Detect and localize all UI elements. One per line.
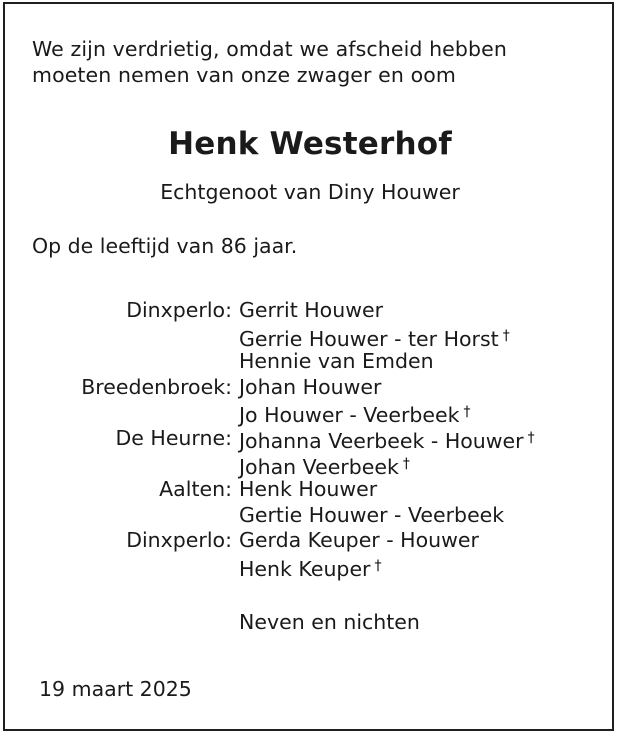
- relative-row: [0, 375, 620, 401]
- relative-person-name: Hennie van Emden: [239, 349, 434, 374]
- intro-line-2: moeten nemen van onze zwager en oom: [32, 63, 456, 87]
- relative-person: [239, 349, 434, 375]
- spouse-line: Echtgenoot van Diny Houwer: [160, 180, 460, 204]
- relative-person: [239, 426, 535, 455]
- deceased-cross-icon: †: [374, 557, 382, 574]
- relative-person-name: Gertie Houwer - Veerbeek: [239, 502, 505, 527]
- relative-person-name: Johan Veerbeek: [239, 454, 399, 479]
- relative-row: [0, 426, 620, 452]
- relative-row: [0, 349, 620, 375]
- relative-person-name: Gerrit Houwer: [239, 298, 384, 322]
- relative-person: [239, 528, 479, 554]
- relative-person: [239, 298, 383, 324]
- relative-row: [0, 324, 620, 350]
- relative-row: [0, 298, 620, 324]
- relative-person-name: Jo Houwer - Veerbeek: [239, 403, 460, 428]
- intro-text: [32, 36, 507, 88]
- deceased-name: Henk Westerhof: [168, 126, 452, 162]
- deceased-cross-icon: †: [463, 404, 471, 421]
- relative-person: [239, 452, 410, 481]
- relative-person-name: Gerrie Houwer - ter Horst: [239, 326, 499, 351]
- relative-person: [239, 477, 377, 503]
- relative-person-name: Henk Keuper: [239, 556, 371, 581]
- relative-row: [0, 503, 620, 529]
- relative-row: [0, 554, 620, 580]
- deceased-cross-icon: †: [527, 429, 535, 446]
- relative-place: Dinxperlo:: [126, 528, 232, 553]
- relative-person: [239, 324, 510, 353]
- cousins-line: Neven en nichten: [239, 610, 420, 634]
- age-line: Op de leeftijd van 86 jaar.: [32, 234, 298, 258]
- intro-line-1: We zijn verdrietig, omdat we afscheid hebben: [32, 37, 507, 61]
- relative-person-name: Henk Houwer: [239, 477, 378, 502]
- deceased-cross-icon: †: [502, 327, 510, 344]
- relative-person-name: Johan Houwer: [239, 374, 382, 399]
- relative-place: De Heurne:: [115, 425, 232, 450]
- deceased-cross-icon: †: [402, 455, 410, 472]
- relative-row: [0, 452, 620, 478]
- relative-person: [239, 503, 504, 529]
- relative-row: [0, 400, 620, 426]
- notice-date: 19 maart 2025: [39, 677, 192, 701]
- relative-row: [0, 528, 620, 554]
- relative-person: [239, 375, 381, 401]
- relative-person: [239, 554, 382, 583]
- relative-place: Breedenbroek:: [81, 374, 232, 399]
- relative-person-name: Gerda Keuper - Houwer: [239, 528, 479, 553]
- relatives-list: [0, 298, 620, 580]
- relative-person-name: Johanna Veerbeek - Houwer: [239, 428, 524, 453]
- relative-place: Aalten:: [159, 477, 232, 502]
- relative-person: [239, 400, 471, 429]
- relative-place: Dinxperlo:: [126, 298, 232, 322]
- relative-row: [0, 477, 620, 503]
